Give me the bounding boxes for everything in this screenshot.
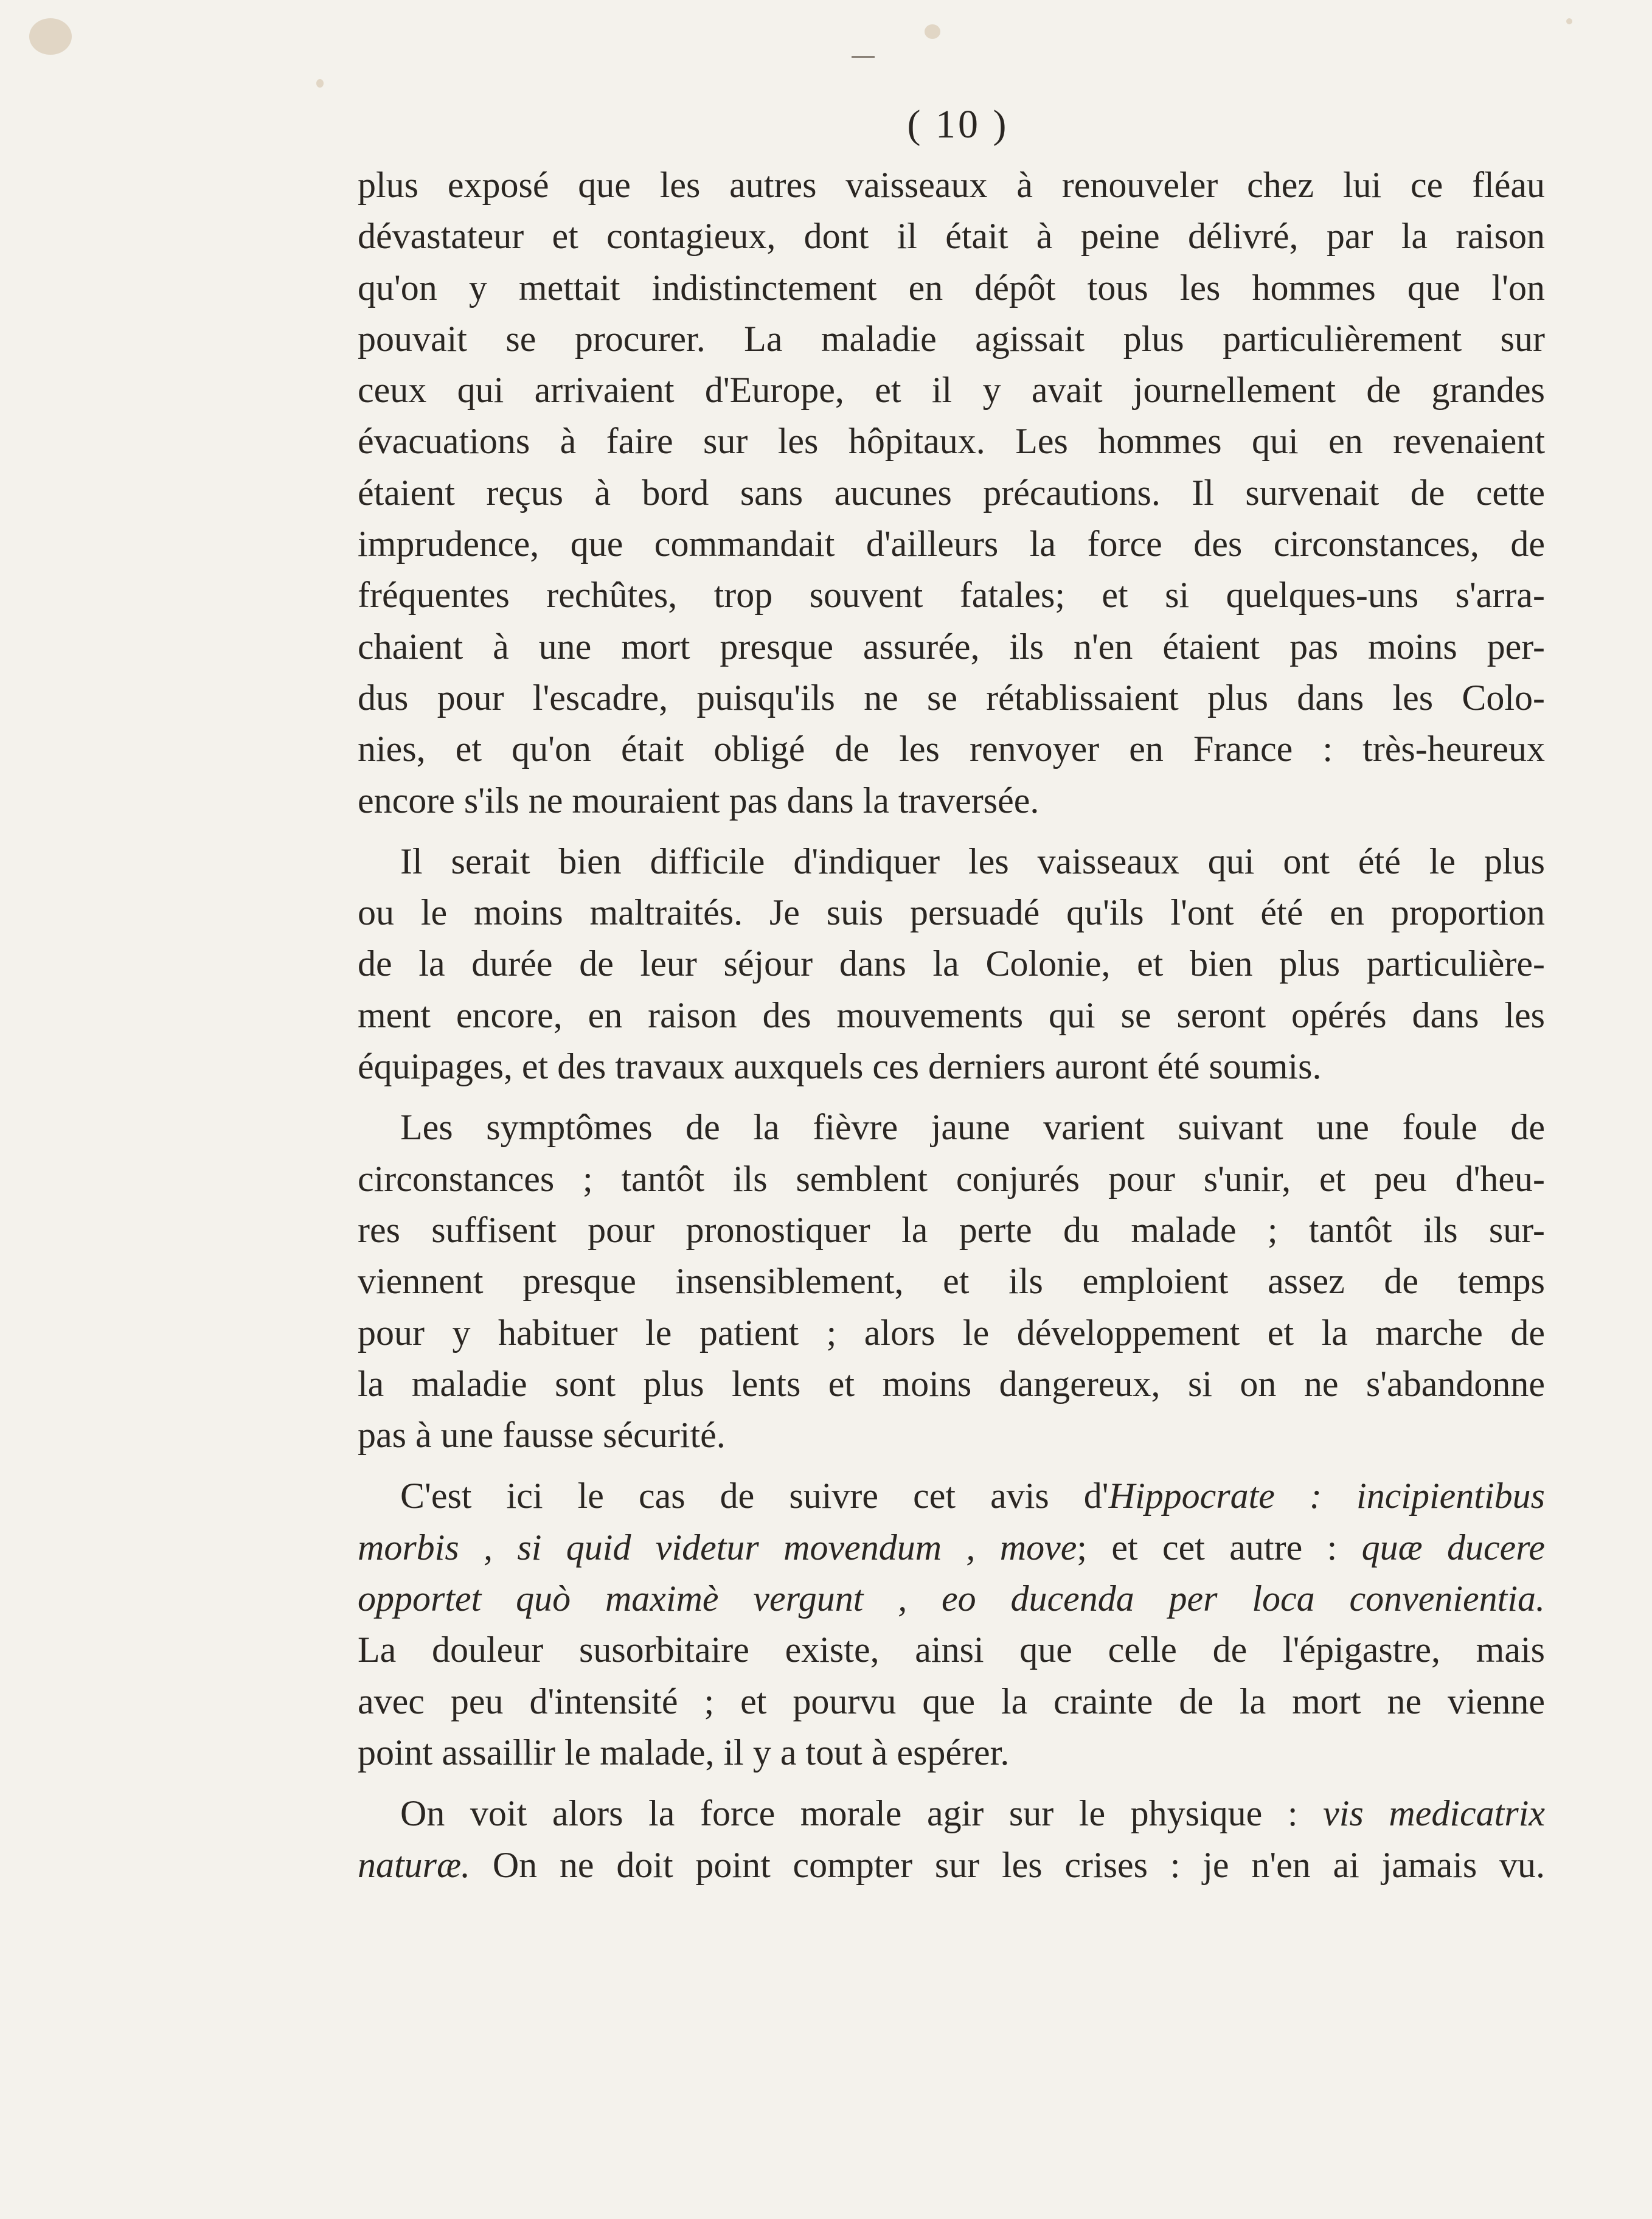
- latin-quote: vis medicatrix: [1323, 1793, 1545, 1834]
- text-line: res suffisent pour pronostiquer la perte du malade ; tantôt ils sur-: [358, 1209, 1545, 1250]
- text-line: avec peu d'intensité ; et pourvu que la crainte de la mort ne vienne: [358, 1681, 1545, 1721]
- text-line: ou le moins maltraités. Je suis persuadé qu'ils l'ont été en proportion: [358, 892, 1545, 933]
- text-line: point assaillir le malade, il y a tout à espérer.: [358, 1732, 1010, 1773]
- text-line: pour y habituer le patient ; alors le développement et la marche de: [358, 1312, 1545, 1353]
- text-line: dus pour l'escadre, puisqu'ils ne se rétablissaient plus dans les Colo-: [358, 677, 1545, 718]
- foxing-spot: [316, 79, 324, 88]
- top-dash: [852, 56, 875, 58]
- text-line: fréquentes rechûtes, trop souvent fatales; et si quelques-uns s'arra-: [358, 575, 1545, 616]
- text-line: ceux qui arrivaient d'Europe, et il y avait journellement de grandes: [358, 370, 1545, 411]
- text-line: chaient à une mort presque assurée, ils n'en étaient pas moins per-: [358, 626, 1545, 667]
- text-line: encore s'ils ne mouraient pas dans la traversée.: [358, 780, 1039, 821]
- text-run: ; et cet autre :: [1077, 1527, 1362, 1568]
- foxing-spot: [925, 24, 940, 39]
- text-line: dévastateur et contagieux, dont il était à peine délivré, par la raison: [358, 216, 1545, 257]
- text-run: C'est ici le cas de suivre cet avis d': [400, 1476, 1109, 1516]
- text-line: [358, 1522, 1545, 1573]
- text-line: nies, et qu'on était obligé de les renvoyer en France : très-heureux: [358, 729, 1545, 769]
- text-line: pas à une fausse sécurité.: [358, 1415, 726, 1456]
- foxing-spot: [29, 18, 72, 55]
- text-line: [358, 1788, 1545, 1839]
- page-number: ( 10 ): [907, 102, 1009, 147]
- latin-quote: Hippocrate : incipientibus: [1108, 1476, 1545, 1516]
- text-line: ment encore, en raison des mouvements qui se seront opérés dans les: [358, 995, 1545, 1035]
- body-text: [358, 159, 1545, 1891]
- text-line: [358, 1470, 1545, 1521]
- text-line: la maladie sont plus lents et moins dangereux, si on ne s'abandonne: [358, 1363, 1545, 1404]
- text-line: étaient reçus à bord sans aucunes précautions. Il survenait de cette: [358, 472, 1545, 513]
- text-line: Les symptômes de la fièvre jaune varient suivant une foule de: [400, 1107, 1545, 1148]
- latin-quote: quæ ducere: [1361, 1527, 1545, 1568]
- latin-quote: opportet quò maximè vergunt , eo ducenda per loca convenientia.: [358, 1578, 1545, 1619]
- text-line: évacuations à faire sur les hôpitaux. Les hommes qui en revenaient: [358, 421, 1545, 462]
- text-line: de la durée de leur séjour dans la Colonie, et bien plus particulière-: [358, 943, 1545, 984]
- text-run: On voit alors la force morale agir sur le physique :: [400, 1793, 1324, 1834]
- latin-quote: naturæ.: [358, 1844, 471, 1885]
- text-line: [358, 1839, 1545, 1891]
- text-line: équipages, et des travaux auxquels ces derniers auront été soumis.: [358, 1046, 1322, 1087]
- latin-quote: morbis , si quid videtur movendum , move: [358, 1527, 1077, 1568]
- text-line: qu'on y mettait indistinctement en dépôt tous les hommes que l'on: [358, 267, 1545, 308]
- foxing-spot: [1566, 18, 1572, 24]
- text-line: La douleur susorbitaire existe, ainsi que celle de l'épigastre, mais: [358, 1630, 1545, 1670]
- text-line: imprudence, que commandait d'ailleurs la force des circonstances, de: [358, 524, 1545, 564]
- text-line: plus exposé que les autres vaisseaux à renouveler chez lui ce fléau: [358, 165, 1545, 205]
- text-line: viennent presque insensiblement, et ils emploient assez de temps: [358, 1261, 1545, 1302]
- text-line: [358, 1573, 1545, 1624]
- text-line: pouvait se procurer. La maladie agissait plus particulièrement sur: [358, 318, 1545, 359]
- text-line: Il serait bien difficile d'indiquer les vaisseaux qui ont été le plus: [400, 841, 1545, 881]
- text-run: On ne doit point compter sur les crises : je n'en ai jamais vu.: [470, 1844, 1545, 1885]
- text-line: circonstances ; tantôt ils semblent conjurés pour s'unir, et peu d'heu-: [358, 1158, 1545, 1199]
